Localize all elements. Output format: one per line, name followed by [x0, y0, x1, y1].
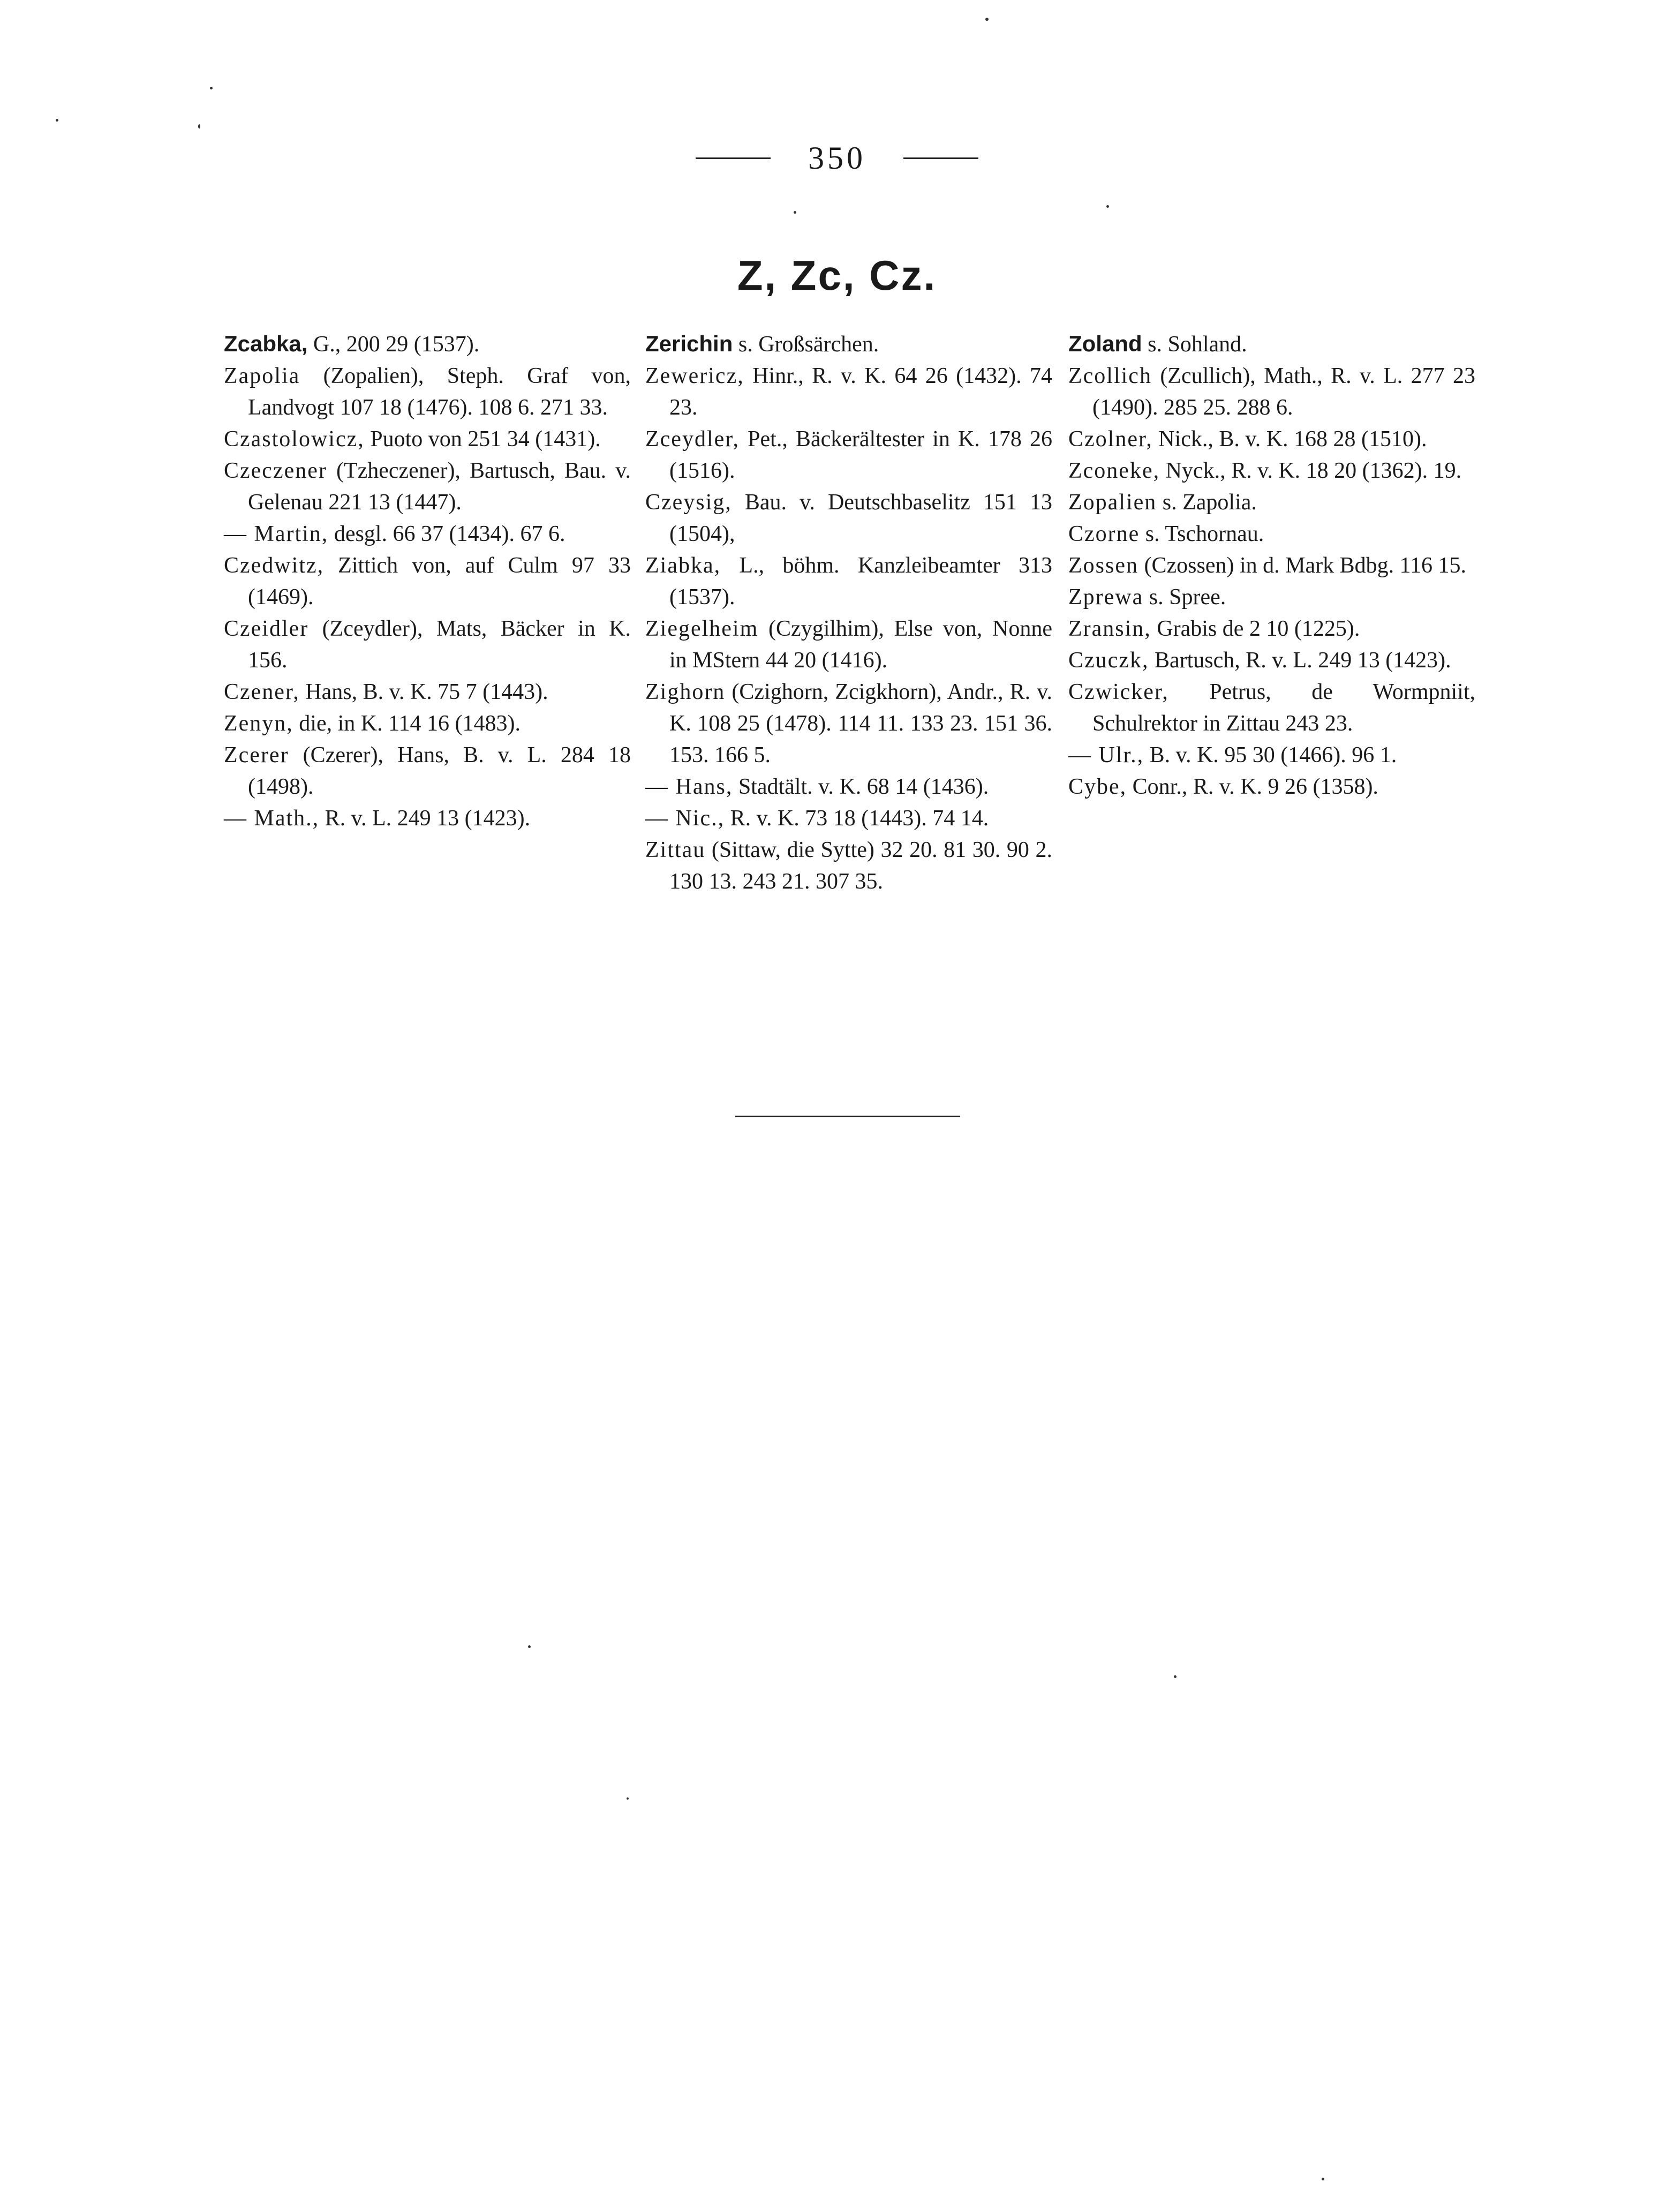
entry-references: Puoto von 251 34 (1431).	[364, 427, 601, 452]
index-entry	[1068, 518, 1475, 550]
index-entry	[645, 360, 1052, 424]
header-rule-right	[903, 157, 978, 159]
entry-headword: Zconeke,	[1068, 458, 1160, 483]
scan-speck	[528, 1645, 531, 1648]
scan-speck	[210, 87, 213, 89]
entry-headword: Zapolia	[224, 364, 300, 388]
entry-references: (Zopalien), Steph. Graf von, Landvogt 107 18 (1476). 108 6. 271 33.	[248, 364, 631, 420]
index-column-3	[1068, 328, 1475, 803]
index-entry	[224, 803, 631, 834]
scan-speck	[56, 119, 58, 122]
index-entry	[645, 328, 1052, 360]
index-entry	[1068, 613, 1475, 645]
index-entry	[1068, 487, 1475, 518]
entry-headword: Zerichin	[645, 331, 733, 356]
index-entry	[645, 550, 1052, 613]
scan-speck	[1106, 205, 1109, 208]
entry-headword: — Ulr.,	[1068, 743, 1144, 768]
index-entry	[1068, 740, 1475, 771]
scan-speck	[1174, 1675, 1177, 1678]
index-entry	[1068, 424, 1475, 455]
entry-headword: — Nic.,	[645, 806, 725, 831]
entry-references: Bartusch, R. v. L. 249 13 (1423).	[1149, 648, 1451, 673]
entry-headword: Zcollich	[1068, 364, 1152, 388]
entry-headword: Czeysig,	[645, 490, 732, 515]
index-entry	[645, 803, 1052, 834]
entry-references: Zittich von, auf Culm 97 33 (1469).	[248, 553, 631, 610]
index-entry	[224, 676, 631, 708]
entry-headword: Czolner,	[1068, 427, 1153, 452]
index-entry	[1068, 582, 1475, 613]
index-column-2	[645, 328, 1052, 898]
entry-references: Hans, B. v. K. 75 7 (1443).	[299, 680, 548, 704]
index-entry	[1068, 771, 1475, 803]
entry-headword: Czeczener	[224, 458, 327, 483]
entry-headword: Zewericz,	[645, 364, 744, 388]
index-entry	[645, 834, 1052, 898]
section-title: Z, Zc, Cz.	[737, 252, 937, 299]
index-entry	[1068, 676, 1475, 740]
index-entry	[224, 708, 631, 740]
entry-headword: Czeidler	[224, 616, 309, 641]
entry-headword: Zransin,	[1068, 616, 1151, 641]
entry-headword: Zprewa	[1068, 585, 1144, 610]
entry-headword: Zcerer	[224, 743, 289, 768]
entry-headword: Ziegelheim	[645, 616, 759, 641]
scan-speck	[198, 124, 200, 129]
index-entry	[1068, 328, 1475, 360]
entry-references: (Czighorn, Zcigkhorn), Andr., R. v. K. 108 25 (1478). 114 11. 133 23. 151 36. 153. 166 5.	[669, 680, 1052, 768]
scan-speck	[1322, 2178, 1324, 2180]
entry-headword: — Hans,	[645, 774, 733, 799]
entry-references: s. Tschornau.	[1140, 522, 1264, 546]
entry-headword: Czorne	[1068, 522, 1140, 546]
scan-speck	[985, 18, 989, 21]
index-entry	[1068, 550, 1475, 582]
index-entry	[1068, 645, 1475, 676]
entry-headword: Zcabka,	[224, 331, 308, 356]
entry-references: B. v. K. 95 30 (1466). 96 1.	[1144, 743, 1397, 768]
index-entry	[224, 424, 631, 455]
entry-references: s. Zapolia.	[1157, 490, 1257, 515]
scan-speck	[794, 211, 796, 214]
entry-references: Nyck., R. v. K. 18 20 (1362). 19.	[1160, 458, 1462, 483]
index-column-1	[224, 328, 631, 834]
entry-references: Grabis de 2 10 (1225).	[1151, 616, 1360, 641]
entry-references: Petrus, de Wormpniit, Schulrektor in Zittau 243 23.	[1092, 680, 1475, 736]
entry-references: Bau. v. Deutschbaselitz 151 13 (1504),	[669, 490, 1052, 546]
entry-references: (Czygilhim), Else von, Nonne in MStern 44 20 (1416).	[669, 616, 1052, 673]
footer-rule	[735, 1116, 960, 1117]
entry-references: (Zceydler), Mats, Bäcker in K. 156.	[248, 616, 631, 673]
index-entry	[224, 360, 631, 424]
index-entry	[1068, 455, 1475, 487]
entry-headword: Cybe,	[1068, 774, 1127, 799]
header-rule-left	[696, 157, 771, 159]
entry-headword: Czuczk,	[1068, 648, 1149, 673]
entry-references: Pet., Bäckerältester in K. 178 26 (1516).	[669, 427, 1052, 483]
index-entry	[645, 771, 1052, 803]
entry-references: (Sittaw, die Sytte) 32 20. 81 30. 90 2. 130 13. 243 21. 307 35.	[669, 838, 1052, 894]
entry-references: G., 200 29 (1537).	[307, 332, 480, 357]
entry-references: s. Spree.	[1143, 585, 1226, 610]
entry-headword: — Math.,	[224, 806, 320, 831]
entry-references: (Zcullich), Math., R. v. L. 277 23 (1490). 285 25. 288 6.	[1092, 364, 1475, 420]
entry-references: s. Großsärchen.	[733, 332, 879, 357]
entry-headword: Zittau	[645, 838, 706, 862]
index-entry	[224, 455, 631, 518]
entry-headword: Zossen	[1068, 553, 1138, 578]
entry-references: desgl. 66 37 (1434). 67 6.	[328, 522, 565, 546]
entry-references: Stadtält. v. K. 68 14 (1436).	[733, 774, 989, 799]
entry-headword: Zopalien	[1068, 490, 1157, 515]
index-entry	[645, 676, 1052, 771]
entry-references: Hinr., R. v. K. 64 26 (1432). 74 23.	[669, 364, 1052, 420]
index-entry	[224, 613, 631, 676]
entry-headword: — Martin,	[224, 522, 329, 546]
entry-headword: Zoland	[1068, 331, 1142, 356]
entry-references: die, in K. 114 16 (1483).	[293, 711, 521, 736]
scan-speck	[627, 1797, 629, 1800]
index-entry	[645, 424, 1052, 487]
entry-headword: Zceydler,	[645, 427, 740, 452]
entry-references: R. v. K. 73 18 (1443). 74 14.	[725, 806, 989, 831]
entry-headword: Czener,	[224, 680, 300, 704]
entry-references: Nick., B. v. K. 168 28 (1510).	[1152, 427, 1427, 452]
entry-references: L., böhm. Kanzleibeamter 313 (1537).	[669, 553, 1052, 610]
page-number: 350	[808, 140, 866, 176]
index-entry	[224, 518, 631, 550]
entry-references: (Czossen) in d. Mark Bdbg. 116 15.	[1138, 553, 1467, 578]
index-entry	[1068, 360, 1475, 424]
entry-references: Conr., R. v. K. 9 26 (1358).	[1127, 774, 1378, 799]
page-header	[0, 142, 1674, 174]
entry-references: (Tzheczener), Bartusch, Bau. v. Gelenau 221 13 (1447).	[248, 458, 631, 515]
index-entry	[224, 740, 631, 803]
entry-headword: Czedwitz,	[224, 553, 325, 578]
entry-headword: Czwicker,	[1068, 680, 1169, 704]
entry-headword: Czastolowicz,	[224, 427, 365, 452]
index-entry	[224, 550, 631, 613]
index-entry	[645, 613, 1052, 676]
entry-references: R. v. L. 249 13 (1423).	[319, 806, 531, 831]
entry-headword: Zenyn,	[224, 711, 293, 736]
entry-references: (Czerer), Hans, B. v. L. 284 18 (1498).	[248, 743, 631, 799]
index-entry	[645, 487, 1052, 550]
entry-references: s. Sohland.	[1142, 332, 1247, 357]
entry-headword: Zighorn	[645, 680, 726, 704]
index-entry	[224, 328, 631, 360]
entry-headword: Ziabka,	[645, 553, 721, 578]
